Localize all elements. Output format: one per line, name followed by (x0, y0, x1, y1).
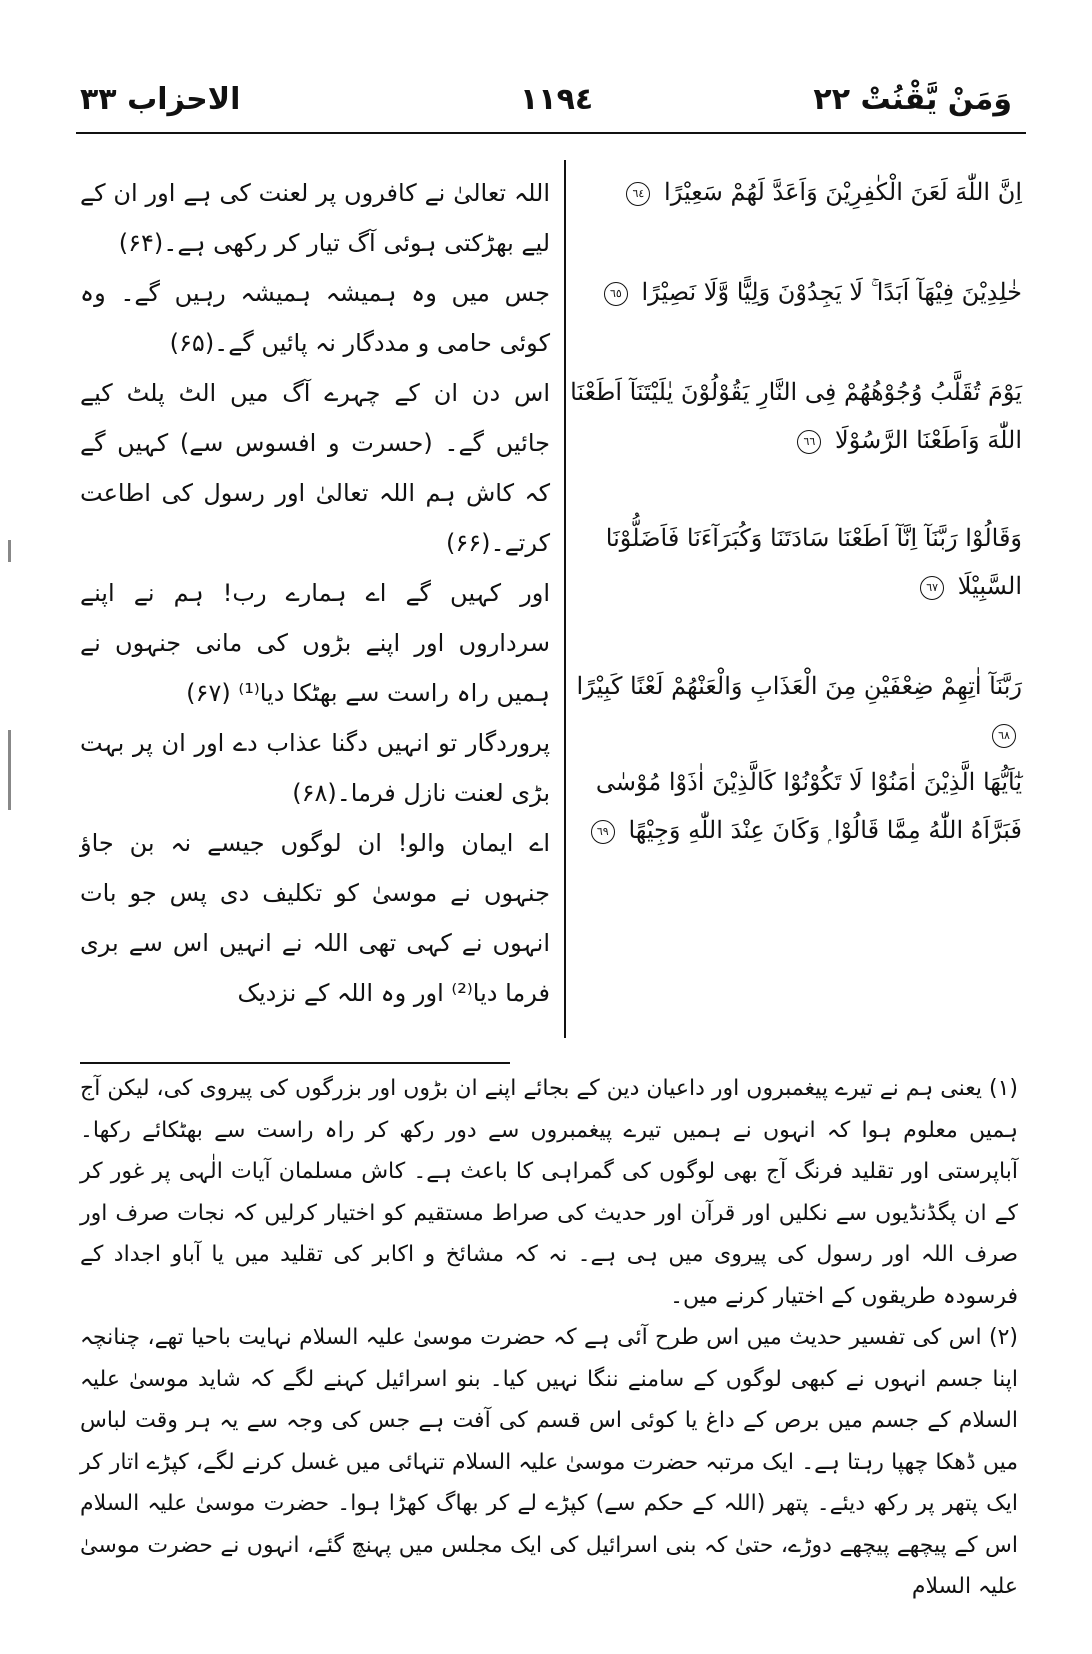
header-page-number: ١١٩٤ (520, 82, 594, 117)
verse-text: خٰلِدِيْنَ فِيْهَآ اَبَدًا ۚ لَا يَجِدُوْنَ وَلِيًّا وَّلَا نَصِيْرًا (641, 278, 1022, 306)
verse-67 (542, 514, 1022, 610)
verse-number-marker: ٦٨ (992, 724, 1016, 748)
verse-text: وَقَالُوْا رَبَّنَآ اِنَّآ اَطَعْنَا سَادَتَنَا وَكُبَرَآءَنَا فَاَضَلُّوْنَا السَّبِيْلَا (605, 524, 1022, 600)
verse-65 (542, 268, 1022, 316)
header-surah-title: الاحزاب ٣٣ (80, 82, 241, 117)
scan-margin-mark (8, 730, 11, 810)
translation-paragraph: اے ایمان والو! ان لوگوں جیسے نہ بن جاؤ جنہوں نے موسیٰ کو تکلیف دی پس جو بات انہوں نے کہی تھی اللہ نے انہیں اس سے بری فرما دیا⁽²⁾ اور وہ اللہ کے نزدیک (80, 829, 550, 1007)
verse-68 (542, 662, 1022, 758)
verse-number-marker: ٦٥ (604, 282, 628, 306)
verse-number-marker: ٦٤ (626, 182, 650, 206)
verse-text: رَبَّنَآ اٰتِهِمْ ضِعْفَيْنِ مِنَ الْعَذَابِ وَالْعَنْهُمْ لَعْنًا كَبِيْرًا (576, 672, 1022, 700)
translation-paragraph: جس میں وہ ہمیشہ ہمیشہ رہیں گے۔ وہ کوئی حامی و مددگار نہ پائیں گے۔(۶۵) (80, 279, 550, 357)
footnote-rule (80, 1062, 510, 1064)
verse-number-marker: ٦٧ (920, 576, 944, 600)
footnotes (80, 1068, 1018, 1608)
translation-paragraph: پروردگار تو انہیں دگنا عذاب دے اور ان پر بہت بڑی لعنت نازل فرما۔(۶۸) (80, 729, 550, 807)
translation-paragraph: اللہ تعالیٰ نے کافروں پر لعنت کی ہے اور ان کے لیے بھڑکتی ہوئی آگ تیار کر رکھی ہے۔(۶۴) (80, 179, 550, 257)
translation-paragraph: اس دن ان کے چہرے آگ میں الٹ پلٹ کیے جائیں گے۔ (حسرت و افسوس سے) کہیں گے کہ کاش ہم اللہ تعالیٰ اور رسول کی اطاعت کرتے۔(۶۶) (80, 379, 550, 557)
header-para-title: وَمَنْ يَّقْنُتْ ٢٢ (813, 82, 1012, 117)
verse-number-marker: ٦٩ (591, 820, 615, 844)
translation-column (80, 168, 550, 1018)
translation-paragraph: اور کہیں گے اے ہمارے رب! ہم نے اپنے سرداروں اور اپنے بڑوں کی مانی جنہوں نے ہمیں راہ راست سے بھٹکا دیا⁽¹⁾ (۶۷) (80, 579, 550, 707)
verse-64 (542, 168, 1022, 216)
footnote-2: (۲) اس کی تفسیر حدیث میں اس طرح آئی ہے کہ حضرت موسیٰ علیہ السلام نہایت باحیا تھے، چنانچہ اپنا جسم انہوں نے کبھی لوگوں کے سامنے ننگا نہیں کیا۔ بنو اسرائیل کہنے لگے کہ شاید موسیٰ علیہ السلام کے جسم میں برص کے داغ یا کوئی اس قسم کی آفت ہے جس کی وجہ سے یہ ہر وقت لباس میں ڈھکا چھپا رہتا ہے۔ ایک مرتبہ حضرت موسیٰ علیہ السلام تنہائی میں غسل کرنے لگے، کپڑے اتار کر ایک پتھر پر رکھ دیئے۔ پتھر (اللہ کے حکم سے) کپڑے لے کر بھاگ کھڑا ہوا۔ حضرت موسیٰ علیہ السلام اس کے پیچھے پیچھے دوڑے، حتیٰ کہ بنی اسرائیل کی ایک مجلس میں پہنچ گئے، انہوں نے حضرت موسیٰ علیہ السلام (80, 1325, 1018, 1599)
verse-text: يٰٓاَيُّهَا الَّذِيْنَ اٰمَنُوْا لَا تَكُوْنُوْا كَالَّذِيْنَ اٰذَوْا مُوْسٰى فَبَرَّاَهُ اللّٰهُ مِمَّا قَالُوْا ۭ وَكَانَ عِنْدَ اللّٰهِ وَجِيْهًا (595, 768, 1022, 844)
verse-text: يَوْمَ تُقَلَّبُ وُجُوْهُهُمْ فِى النَّارِ يَقُوْلُوْنَ يٰلَيْتَنَآ اَطَعْنَا اللّٰهَ وَاَطَعْنَا الرَّسُوْلَا (570, 378, 1022, 454)
header-rule (76, 132, 1026, 134)
footnote-1: (۱) یعنی ہم نے تیرے پیغمبروں اور داعیان دین کے بجائے اپنے ان بڑوں اور بزرگوں کی پیروی کی، لیکن آج ہمیں معلوم ہوا کہ انہوں نے ہمیں تیرے پیغمبروں سے دور رکھ کر راہ راست سے بھٹکائے رکھا۔ آباپرستی اور تقلید فرنگ آج بھی لوگوں کی گمراہی کا باعث ہے۔ کاش مسلمان آیات الٰہی پر غور کر کے ان پگڈنڈیوں سے نکلیں اور قرآن اور حدیث کی صراط مستقیم کو اختیار کرلیں کہ نجات صرف اور صرف اللہ اور رسول کی پیروی میں ہی ہے۔ نہ کہ مشائخ و اکابر کی تقلید میں یا آباو اجداد کے فرسودہ طریقوں کے اختیار کرنے میں۔ (80, 1076, 1018, 1309)
verse-66 (542, 368, 1022, 464)
scan-margin-mark (8, 540, 11, 562)
verse-69 (542, 758, 1022, 854)
verse-text: اِنَّ اللّٰهَ لَعَنَ الْكٰفِرِيْنَ وَاَعَدَّ لَهُمْ سَعِيْرًا (664, 178, 1022, 206)
verse-number-marker: ٦٦ (797, 430, 821, 454)
